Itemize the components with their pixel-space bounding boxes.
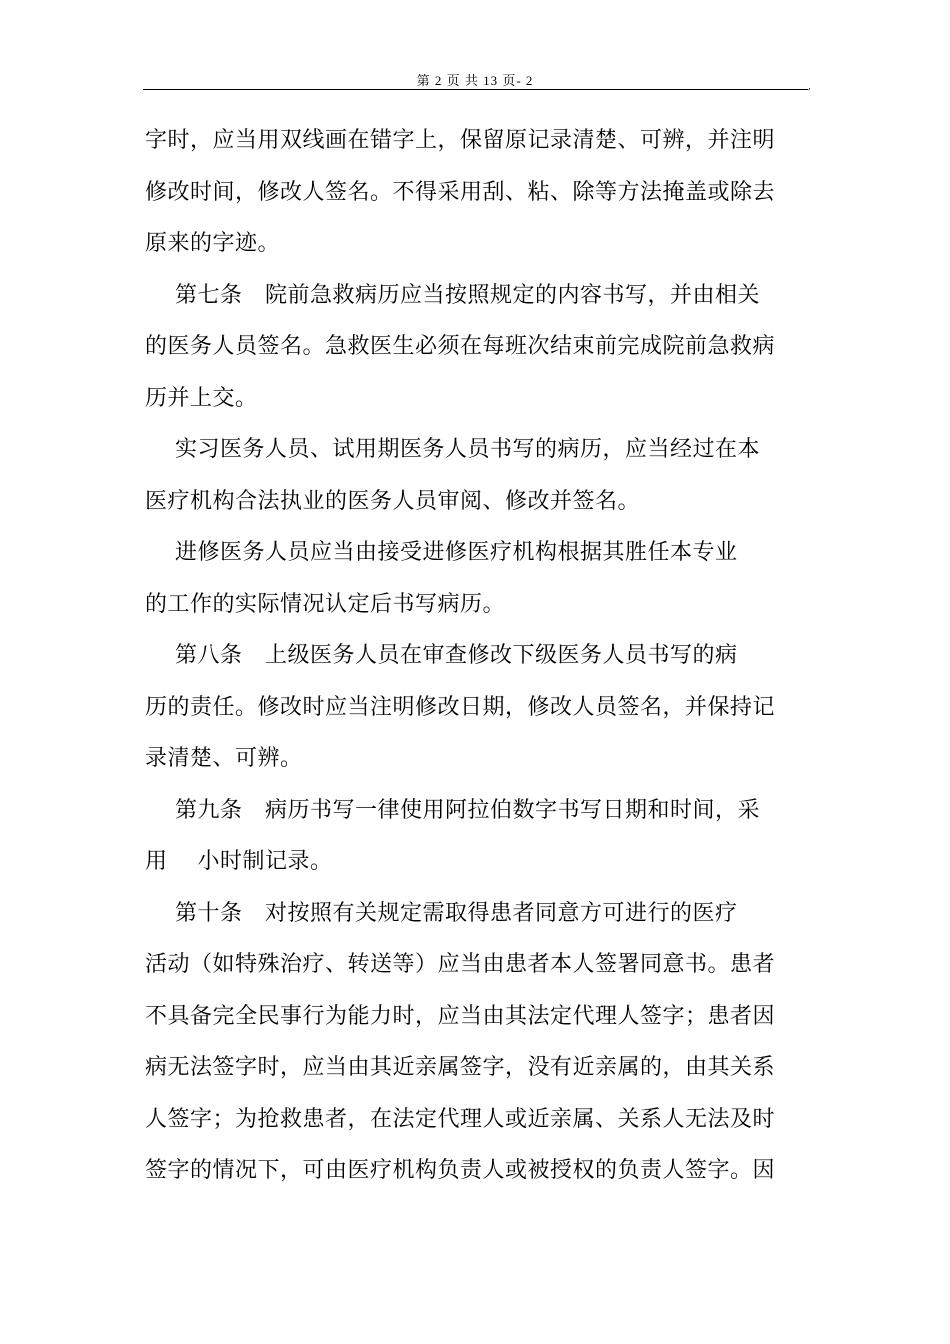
- body-line: 录清楚、可辨。: [145, 746, 303, 771]
- body-line: 历并上交。: [145, 386, 258, 411]
- body-line: 医疗机构合法执业的医务人员审阅、修改并签名。: [145, 489, 641, 514]
- body-line: 用 小时制记录。: [145, 849, 333, 874]
- page-header: 第 2 页 共 13 页- 2: [416, 73, 534, 88]
- header-mark: ,: [808, 82, 811, 92]
- body-line: 第八条 上级医务人员在审查修改下级医务人员书写的病: [145, 643, 738, 668]
- body-line: 第九条 病历书写一律使用阿拉伯数字书写日期和时间，采: [145, 798, 760, 823]
- body-line: 进修医务人员应当由接受进修医疗机构根据其胜任本专业: [145, 540, 738, 565]
- body-line: 签字的情况下，可由医疗机构负责人或被授权的负责人签字。因: [145, 1158, 776, 1183]
- body-line: 第七条 院前急救病历应当按照规定的内容书写，并由相关: [145, 283, 760, 308]
- body-line: 第十条 对按照有关规定需取得患者同意方可进行的医疗: [145, 901, 738, 926]
- body-line: 活动（如特殊治疗、转送等）应当由患者本人签署同意书。患者: [145, 952, 776, 977]
- body-line: 不具备完全民事行为能力时，应当由其法定代理人签字；患者因: [145, 1004, 776, 1029]
- header-divider: [143, 89, 808, 90]
- body-line: 病无法签字时，应当由其近亲属签字，没有近亲属的，由其关系: [145, 1055, 776, 1080]
- body-line: 修改时间，修改人签名。不得采用刮、粘、除等方法掩盖或除去: [145, 180, 776, 205]
- body-line: 的工作的实际情况认定后书写病历。: [145, 592, 506, 617]
- body-line: 的医务人员签名。急救医生必须在每班次结束前完成院前急救病: [145, 334, 776, 359]
- body-line: 字时，应当用双线画在错字上，保留原记录清楚、可辨，并注明: [145, 128, 776, 153]
- body-line: 原来的字迹。: [145, 231, 281, 256]
- body-line: 实习医务人员、试用期医务人员书写的病历，应当经过在本: [145, 437, 760, 462]
- body-line: 历的责任。修改时应当注明修改日期，修改人员签名，并保持记: [145, 695, 776, 720]
- body-line: 人签字；为抢救患者，在法定代理人或近亲属、关系人无法及时: [145, 1107, 776, 1132]
